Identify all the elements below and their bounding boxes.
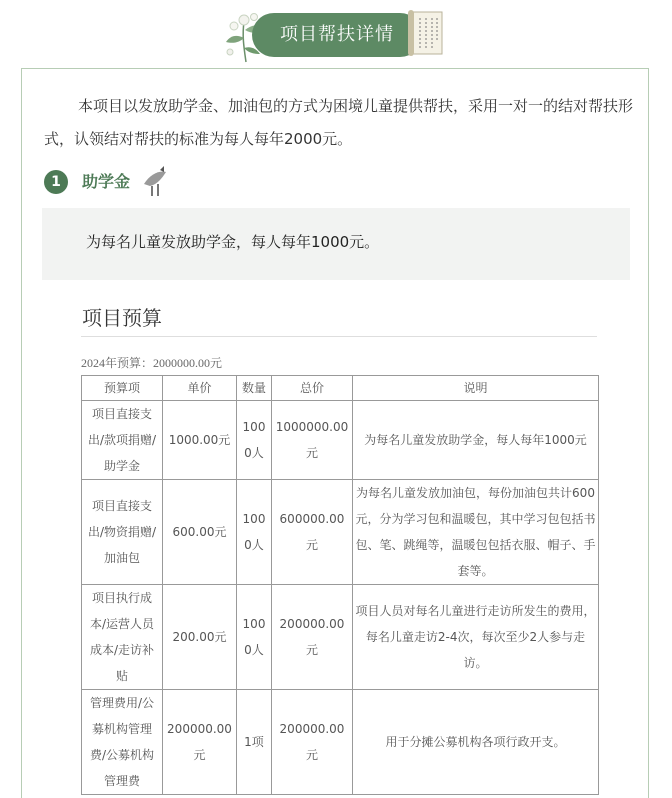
table-header-row (82, 376, 599, 401)
column-header-item: 预算项 (82, 376, 163, 401)
cell-qty: 1000人 (237, 401, 272, 480)
page-header (0, 0, 672, 70)
cell-qty: 1000人 (237, 480, 272, 585)
cell-price: 1000.00元 (163, 401, 237, 480)
cell-total: 600000.00元 (272, 480, 353, 585)
budget-title: 项目预算 (82, 306, 162, 330)
cell-price: 600.00元 (163, 480, 237, 585)
table-row (82, 690, 599, 795)
section-description-box (42, 208, 630, 280)
section-number-badge: 1 (44, 170, 68, 194)
column-header-note: 说明 (353, 376, 599, 401)
cell-qty: 1项 (237, 690, 272, 795)
cell-item: 项目直接支出/款项捐赠/助学金 (82, 401, 163, 480)
scroll-decoration-icon (406, 8, 452, 60)
section-description: 为每名儿童发放助学金，每人每年1000元。 (86, 233, 380, 251)
column-header-price: 单价 (163, 376, 237, 401)
budget-total: 2024年预算：2000000.00元 (81, 356, 223, 370)
cell-note: 为每名儿童发放加油包，每份加油包共计600元，分为学习包和温暖包，其中学习包包括书包、笔、跳绳等，温暖包包括衣服、帽子、手套等。 (353, 480, 599, 585)
column-header-total: 总价 (272, 376, 353, 401)
cell-total: 1000000.00元 (272, 401, 353, 480)
table-row (82, 401, 599, 480)
column-header-qty: 数量 (237, 376, 272, 401)
cell-total: 200000.00元 (272, 585, 353, 690)
intro-paragraph: 本项目以发放助学金、加油包的方式为困境儿童提供帮扶，采用一对一的结对帮扶形式，认领结对帮扶的标准为每人每年2000元。 (44, 97, 634, 148)
section-title: 助学金 (82, 172, 131, 191)
cell-total: 200000.00元 (272, 690, 353, 795)
cell-price: 200.00元 (163, 585, 237, 690)
cell-qty: 1000人 (237, 585, 272, 690)
budget-divider (81, 336, 597, 337)
bird-decoration-icon (140, 164, 170, 198)
table-row (82, 585, 599, 690)
cell-note: 项目人员对每名儿童进行走访所发生的费用，每名儿童走访2-4次，每次至少2人参与走访。 (353, 585, 599, 690)
cell-note: 为每名儿童发放助学金，每人每年1000元 (353, 401, 599, 480)
cell-price: 200000.00元 (163, 690, 237, 795)
page-title: 项目帮扶详情 (252, 13, 422, 57)
budget-table (81, 375, 599, 795)
table-row (82, 480, 599, 585)
cell-item: 项目执行成本/运营人员成本/走访补贴 (82, 585, 163, 690)
cell-note: 用于分摊公募机构各项行政开支。 (353, 690, 599, 795)
cell-item: 管理费用/公募机构管理费/公募机构管理费 (82, 690, 163, 795)
cell-item: 项目直接支出/物资捐赠/加油包 (82, 480, 163, 585)
